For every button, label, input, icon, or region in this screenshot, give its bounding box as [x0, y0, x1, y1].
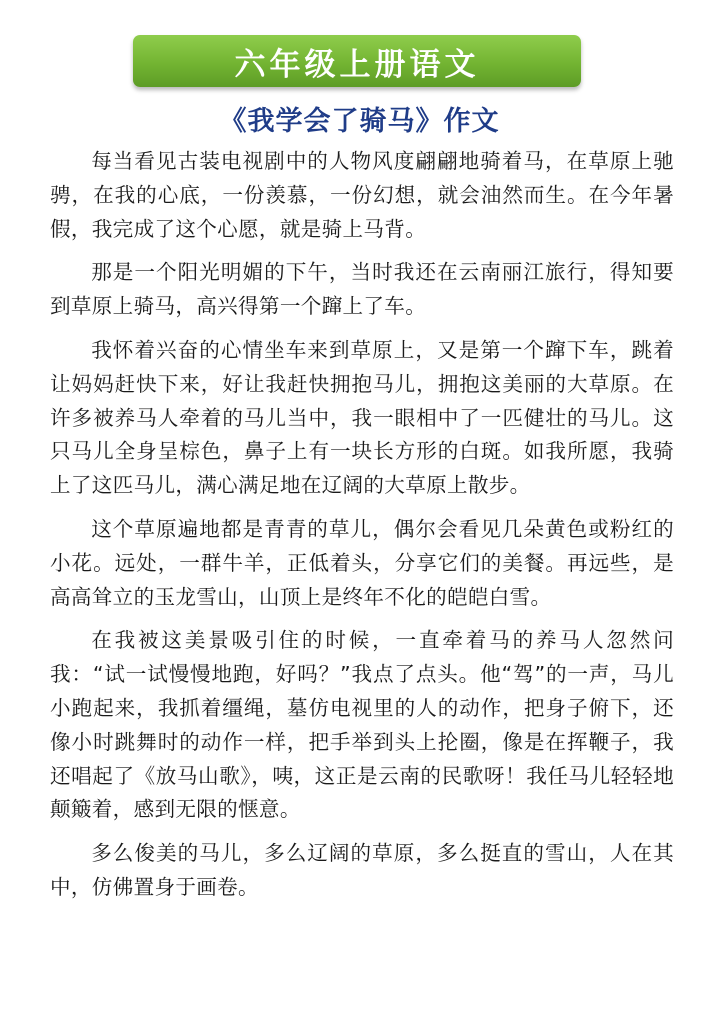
paragraph-1: 每当看见古装电视剧中的人物风度翩翩地骑着马，在草原上驰骋，在我的心底，一份羡慕，一份幻想，就会油然而生。在今年暑假，我完成了这个心愿，就是骑上马背。	[50, 149, 674, 241]
banner-title: 六年级上册语文	[234, 46, 480, 83]
paragraph-5: 在我被这美景吸引住的时候，一直牵着马的养马人忽然问我：“试一试慢慢地跑，好吗？”我点了点头。他“驾”的一声，马儿小跑起来，我抓着缰绳，墓仿电视里的人的动作，把身子俯下，还像小时跳舞时的动作一样，把手举到头上抡圈，像是在挥鞭子，我还唱起了《放马山歌》，咦，这正是云南的民歌呀！我任马儿轻轻地颠簸着，感到无限的惬意。	[50, 628, 674, 822]
header-banner	[133, 35, 581, 87]
paragraph-4: 这个草原遍地都是青青的草儿，偶尔会看见几朵黄色或粉红的小花。远处，一群牛羊，正低着头，分享它们的美餐。再远些，是高高耸立的玉龙雪山，山顶上是终年不化的皑皑白雪。	[50, 516, 674, 609]
paragraph-3: 我怀着兴奋的心情坐车来到草原上，又是第一个蹿下车，跳着让妈妈赶快下来，好让我赶快拥抱马儿，拥抱这美丽的大草原。在许多被养马人牵着的马儿当中，我一眼相中了一匹健壮的马儿。这只马儿全身呈棕色，鼻子上有一块长方形的白斑。如我所愿，我骑上了这匹马儿，满心满足地在辽阔的大草原上散步。	[50, 337, 674, 498]
paragraph-2: 那是一个阳光明媚的下午，当时我还在云南丽江旅行，得知要到草原上骑马，高兴得第一个蹿上了车。	[50, 260, 674, 319]
essay-title: 《我学会了骑马》作文	[219, 106, 500, 137]
essay-body	[50, 145, 674, 915]
paragraph-6: 多么俊美的马儿，多么辽阔的草原，多么挺直的雪山，人在其中，仿佛置身于画卷。	[50, 841, 674, 899]
